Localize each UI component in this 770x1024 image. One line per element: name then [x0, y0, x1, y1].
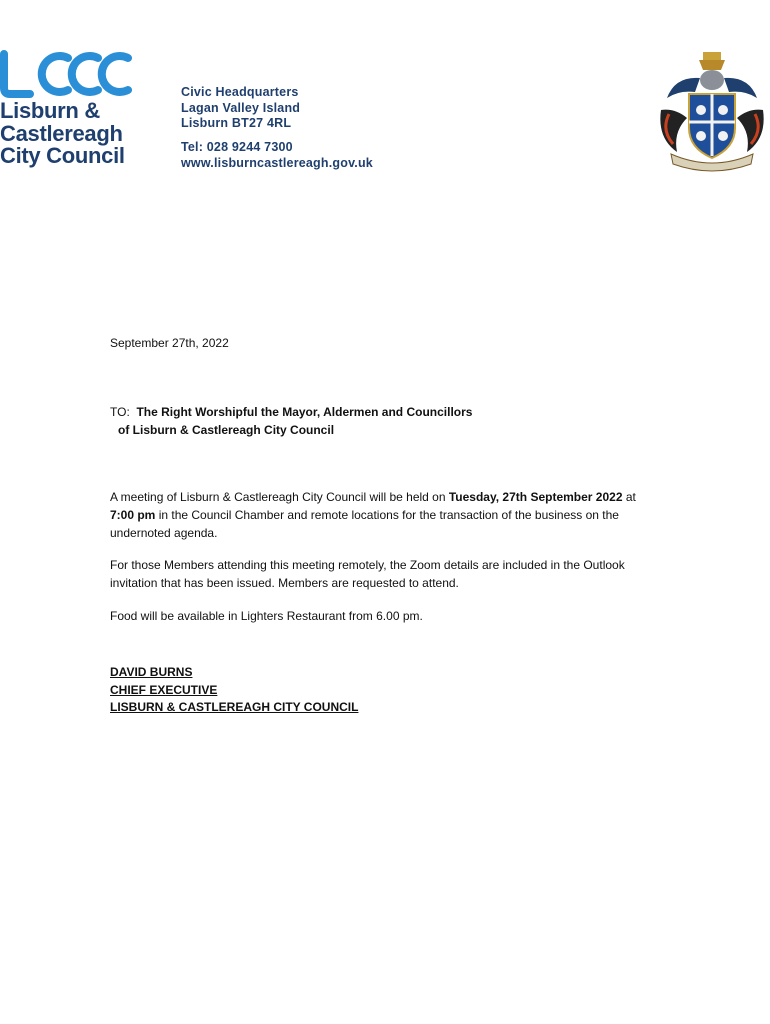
phone-line: Tel: 028 9244 7300 — [181, 140, 293, 154]
lccc-logo-mark — [0, 50, 140, 98]
meeting-text-mid: at — [622, 490, 636, 504]
logo-name-line: Castlereagh — [0, 120, 123, 146]
address-line: Civic Headquarters — [181, 85, 299, 99]
signatory-title: CHIEF EXECUTIVE — [110, 682, 218, 697]
meeting-text-pre: A meeting of Lisburn & Castlereagh City Council will be held on — [110, 490, 449, 504]
letter-date: September 27th, 2022 — [110, 336, 229, 350]
website-line: www.lisburncastlereagh.gov.uk — [181, 155, 373, 170]
food-paragraph: Food will be available in Lighters Restaurant from 6.00 pm. — [110, 609, 423, 623]
logo-name-line: City Council — [0, 143, 125, 168]
signature-block — [110, 664, 358, 717]
council-logo-name — [0, 100, 125, 168]
meeting-date: Tuesday, 27th September 2022 — [448, 490, 623, 504]
meeting-text-post: in the Council Chamber and remote locations for the transaction of the business on the undernoted agenda. — [110, 508, 619, 540]
addressee-block — [110, 403, 472, 439]
meeting-paragraph — [110, 488, 650, 542]
signatory-name: DAVID BURNS — [110, 665, 193, 679]
addressee-title: The Right Worshipful the Mayor, Aldermen and Councillors — [136, 405, 473, 419]
meeting-time: 7:00 pm — [110, 508, 156, 522]
remote-paragraph: For those Members attending this meeting remotely, the Zoom details are included in the Outlook invitation that has been issued. Members are requested to attend. — [110, 558, 625, 590]
address-line: Lagan Valley Island — [181, 100, 301, 115]
contact-block — [181, 140, 373, 171]
signatory-organisation: LISBURN & CASTLEREAGH CITY COUNCIL — [110, 700, 359, 714]
coat-of-arms-icon — [655, 48, 770, 173]
addressee-line-1 — [110, 403, 472, 421]
address-line: Lisburn BT27 4RL — [181, 116, 292, 130]
to-label: TO: — [110, 405, 130, 419]
logo-name-line: Lisburn & — [0, 98, 100, 123]
address-block — [181, 85, 300, 132]
addressee-council: of Lisburn & Castlereagh City Council — [118, 423, 335, 437]
addressee-line-2 — [110, 421, 472, 439]
